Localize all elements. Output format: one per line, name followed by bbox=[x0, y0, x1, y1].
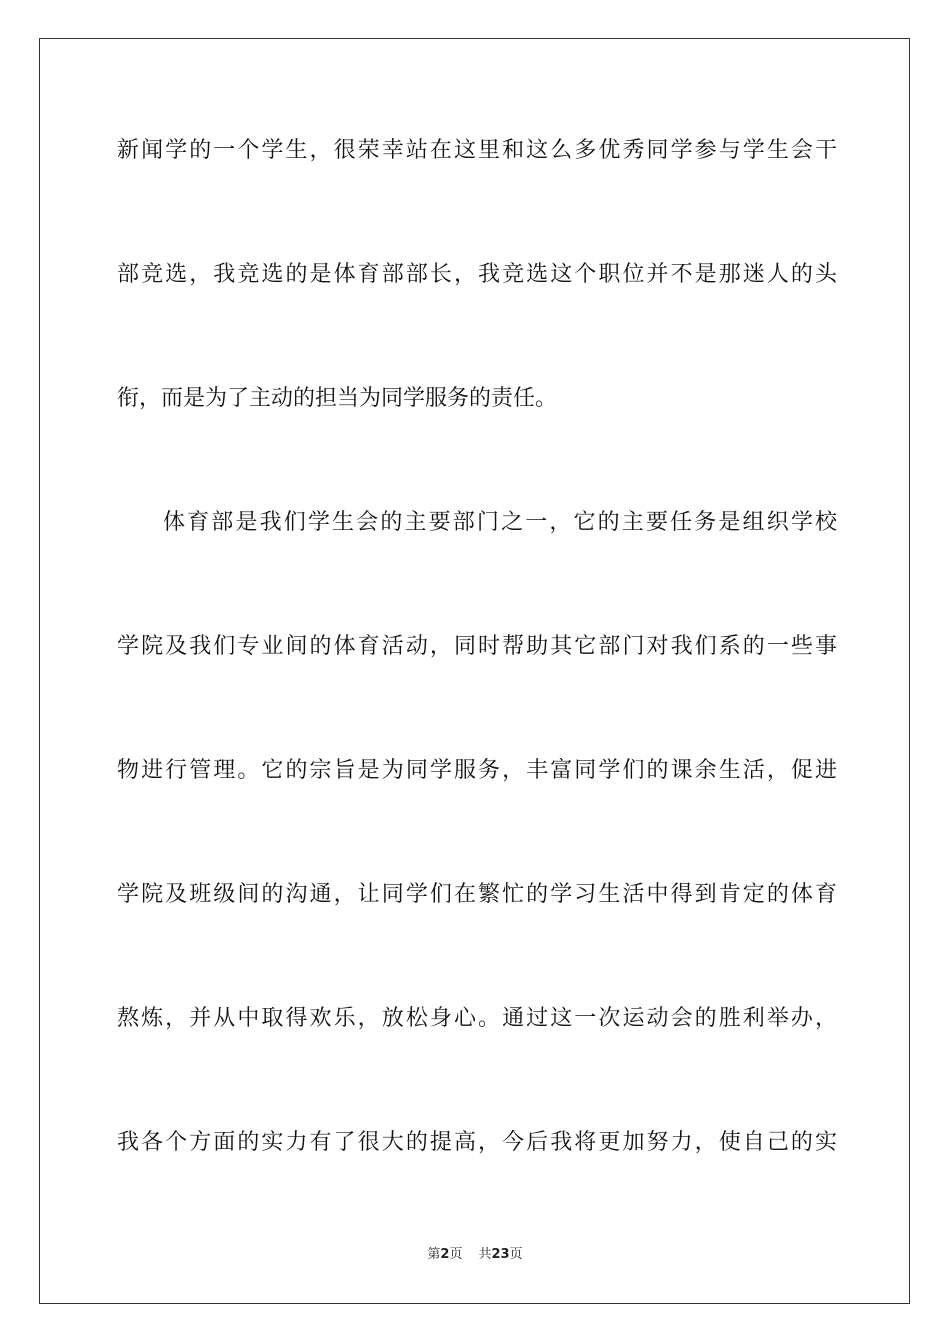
total-prefix: 共 bbox=[478, 1247, 492, 1262]
body-line-1: 新闻学的一个学生，很荣幸站在这里和这么多优秀同学参与学生会干 bbox=[117, 138, 837, 163]
page-number: 2 bbox=[440, 1247, 450, 1262]
body-line-4: 体育部是我们学生会的主要部门之一，它的主要任务是组织学校 bbox=[163, 510, 837, 535]
body-line-6: 物进行管理。它的宗旨是为同学服务，丰富同学们的课余生活，促进 bbox=[117, 758, 837, 783]
body-line-2: 部竞选，我竞选的是体育部部长，我竞选这个职位并不是那迷人的头 bbox=[117, 262, 837, 287]
body-line-5: 学院及我们专业间的体育活动，同时帮助其它部门对我们系的一些事 bbox=[117, 634, 837, 659]
page-prefix: 第 bbox=[427, 1247, 441, 1262]
page-suffix: 页 bbox=[449, 1247, 463, 1262]
page-border bbox=[39, 38, 910, 1304]
body-line-3: 衔，而是为了主动的担当为同学服务的责任。 bbox=[117, 386, 558, 411]
body-line-8: 熬炼，并从中取得欢乐，放松身心。通过这一次运动会的胜利举办， bbox=[117, 1006, 837, 1031]
total-suffix: 页 bbox=[509, 1247, 523, 1262]
body-line-7: 学院及班级间的沟通，让同学们在繁忙的学习生活中得到肯定的体育 bbox=[117, 882, 837, 907]
page-footer bbox=[0, 1246, 950, 1264]
body-line-9: 我各个方面的实力有了很大的提高，今后我将更加努力，使自己的实 bbox=[117, 1130, 837, 1155]
total-pages: 23 bbox=[491, 1247, 510, 1262]
